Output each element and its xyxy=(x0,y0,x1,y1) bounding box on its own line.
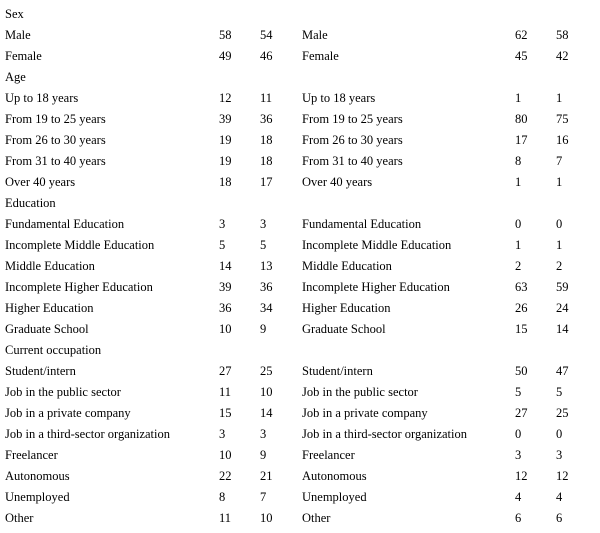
left-percent: 46 xyxy=(260,49,273,63)
right-count: 8 xyxy=(515,154,522,168)
right-row-label: Male xyxy=(302,28,328,42)
right-count: 45 xyxy=(515,49,528,63)
right-count: 0 xyxy=(515,427,522,441)
right-row-label: From 19 to 25 years xyxy=(302,112,403,126)
left-count: 10 xyxy=(219,322,232,336)
right-row-label: Higher Education xyxy=(302,301,391,315)
right-count: 3 xyxy=(515,448,522,462)
right-count: 63 xyxy=(515,280,528,294)
right-percent: 0 xyxy=(556,217,563,231)
right-count: 50 xyxy=(515,364,528,378)
table-row xyxy=(0,256,600,277)
left-row-label: Fundamental Education xyxy=(5,217,125,231)
right-percent: 16 xyxy=(556,133,569,147)
left-percent: 18 xyxy=(260,133,273,147)
right-percent: 0 xyxy=(556,427,563,441)
left-row-label: Male xyxy=(5,28,31,42)
table-row xyxy=(0,214,600,235)
left-row-label: Other xyxy=(5,511,34,525)
left-count: 19 xyxy=(219,133,232,147)
left-count: 8 xyxy=(219,490,226,504)
right-percent: 7 xyxy=(556,154,563,168)
right-row-label: Job in the public sector xyxy=(302,385,418,399)
right-row-label: Incomplete Higher Education xyxy=(302,280,450,294)
right-percent: 1 xyxy=(556,238,563,252)
left-count: 27 xyxy=(219,364,232,378)
left-percent: 11 xyxy=(260,91,273,105)
right-row-label: Unemployed xyxy=(302,490,367,504)
table-row xyxy=(0,382,600,403)
right-count: 27 xyxy=(515,406,528,420)
left-row-label: Middle Education xyxy=(5,259,95,273)
section-header-row xyxy=(0,67,600,88)
left-row-label: Student/intern xyxy=(5,364,76,378)
right-count: 62 xyxy=(515,28,528,42)
left-count: 36 xyxy=(219,301,232,315)
left-count: 5 xyxy=(219,238,226,252)
right-percent: 75 xyxy=(556,112,569,126)
right-count: 1 xyxy=(515,238,522,252)
right-percent: 2 xyxy=(556,259,563,273)
left-percent: 5 xyxy=(260,238,267,252)
left-percent: 13 xyxy=(260,259,273,273)
left-count: 39 xyxy=(219,112,232,126)
left-count: 12 xyxy=(219,91,232,105)
right-count: 0 xyxy=(515,217,522,231)
right-count: 2 xyxy=(515,259,522,273)
left-count: 39 xyxy=(219,280,232,294)
section-header-row xyxy=(0,4,600,25)
right-count: 1 xyxy=(515,175,522,189)
right-percent: 24 xyxy=(556,301,569,315)
right-percent: 4 xyxy=(556,490,563,504)
right-row-label: Graduate School xyxy=(302,322,386,336)
right-row-label: Up to 18 years xyxy=(302,91,376,105)
left-count: 18 xyxy=(219,175,232,189)
table-row xyxy=(0,172,600,193)
section-title: Sex xyxy=(5,7,24,21)
left-percent: 25 xyxy=(260,364,273,378)
right-percent: 58 xyxy=(556,28,569,42)
table-row xyxy=(0,319,600,340)
left-row-label: Female xyxy=(5,49,42,63)
table-row xyxy=(0,130,600,151)
left-percent: 9 xyxy=(260,448,267,462)
right-row-label: Other xyxy=(302,511,331,525)
right-row-label: Job in a third-sector organization xyxy=(302,427,468,441)
table-row xyxy=(0,361,600,382)
left-row-label: Freelancer xyxy=(5,448,58,462)
left-count: 15 xyxy=(219,406,232,420)
right-row-label: Female xyxy=(302,49,339,63)
right-count: 5 xyxy=(515,385,522,399)
left-percent: 3 xyxy=(260,217,267,231)
section-header-row xyxy=(0,193,600,214)
left-row-label: Incomplete Middle Education xyxy=(5,238,155,252)
right-row-label: From 31 to 40 years xyxy=(302,154,403,168)
right-percent: 47 xyxy=(556,364,569,378)
right-row-label: Over 40 years xyxy=(302,175,373,189)
left-percent: 34 xyxy=(260,301,273,315)
left-count: 22 xyxy=(219,469,232,483)
left-count: 3 xyxy=(219,427,226,441)
right-percent: 1 xyxy=(556,175,563,189)
left-percent: 3 xyxy=(260,427,267,441)
section-title: Education xyxy=(5,196,56,210)
section-title: Current occupation xyxy=(5,343,102,357)
right-row-label: Autonomous xyxy=(302,469,367,483)
left-count: 58 xyxy=(219,28,232,42)
left-count: 3 xyxy=(219,217,226,231)
left-row-label: Job in the public sector xyxy=(5,385,121,399)
table-row xyxy=(0,46,600,67)
left-row-label: Incomplete Higher Education xyxy=(5,280,153,294)
left-percent: 14 xyxy=(260,406,273,420)
left-percent: 54 xyxy=(260,28,273,42)
right-count: 26 xyxy=(515,301,528,315)
table-row xyxy=(0,508,600,529)
left-percent: 36 xyxy=(260,280,273,294)
section-header-row xyxy=(0,340,600,361)
right-percent: 14 xyxy=(556,322,569,336)
right-count: 15 xyxy=(515,322,528,336)
left-percent: 10 xyxy=(260,511,273,525)
left-percent: 36 xyxy=(260,112,273,126)
right-percent: 59 xyxy=(556,280,569,294)
table-row xyxy=(0,109,600,130)
left-count: 10 xyxy=(219,448,232,462)
left-count: 49 xyxy=(219,49,232,63)
left-row-label: Higher Education xyxy=(5,301,94,315)
left-count: 11 xyxy=(219,385,232,399)
left-percent: 7 xyxy=(260,490,267,504)
left-percent: 21 xyxy=(260,469,273,483)
table-row xyxy=(0,88,600,109)
right-row-label: Freelancer xyxy=(302,448,355,462)
left-row-label: Autonomous xyxy=(5,469,70,483)
right-percent: 25 xyxy=(556,406,569,420)
right-percent: 42 xyxy=(556,49,569,63)
table-row xyxy=(0,445,600,466)
left-row-label: Job in a private company xyxy=(5,406,131,420)
table-row xyxy=(0,25,600,46)
left-percent: 18 xyxy=(260,154,273,168)
right-row-label: From 26 to 30 years xyxy=(302,133,403,147)
right-count: 12 xyxy=(515,469,528,483)
right-row-label: Incomplete Middle Education xyxy=(302,238,452,252)
table-row xyxy=(0,151,600,172)
table-row xyxy=(0,403,600,424)
right-percent: 12 xyxy=(556,469,569,483)
table-row xyxy=(0,298,600,319)
table-row xyxy=(0,277,600,298)
right-percent: 1 xyxy=(556,91,563,105)
left-row-label: Unemployed xyxy=(5,490,70,504)
right-count: 6 xyxy=(515,511,522,525)
table-row xyxy=(0,487,600,508)
left-count: 11 xyxy=(219,511,232,525)
left-row-label: From 31 to 40 years xyxy=(5,154,106,168)
right-count: 4 xyxy=(515,490,522,504)
right-row-label: Student/intern xyxy=(302,364,373,378)
demographics-table xyxy=(0,4,600,529)
left-percent: 10 xyxy=(260,385,273,399)
section-title: Age xyxy=(5,70,26,84)
right-percent: 5 xyxy=(556,385,563,399)
left-row-label: Up to 18 years xyxy=(5,91,79,105)
left-count: 14 xyxy=(219,259,232,273)
right-count: 80 xyxy=(515,112,528,126)
right-percent: 3 xyxy=(556,448,563,462)
left-row-label: From 19 to 25 years xyxy=(5,112,106,126)
table-row xyxy=(0,424,600,445)
right-row-label: Fundamental Education xyxy=(302,217,422,231)
table-row xyxy=(0,235,600,256)
right-row-label: Middle Education xyxy=(302,259,392,273)
left-count: 19 xyxy=(219,154,232,168)
right-row-label: Job in a private company xyxy=(302,406,428,420)
left-row-label: Over 40 years xyxy=(5,175,76,189)
left-row-label: Job in a third-sector organization xyxy=(5,427,171,441)
table-row xyxy=(0,466,600,487)
left-row-label: Graduate School xyxy=(5,322,89,336)
right-count: 17 xyxy=(515,133,528,147)
right-percent: 6 xyxy=(556,511,563,525)
left-percent: 9 xyxy=(260,322,267,336)
left-percent: 17 xyxy=(260,175,273,189)
right-count: 1 xyxy=(515,91,522,105)
left-row-label: From 26 to 30 years xyxy=(5,133,106,147)
